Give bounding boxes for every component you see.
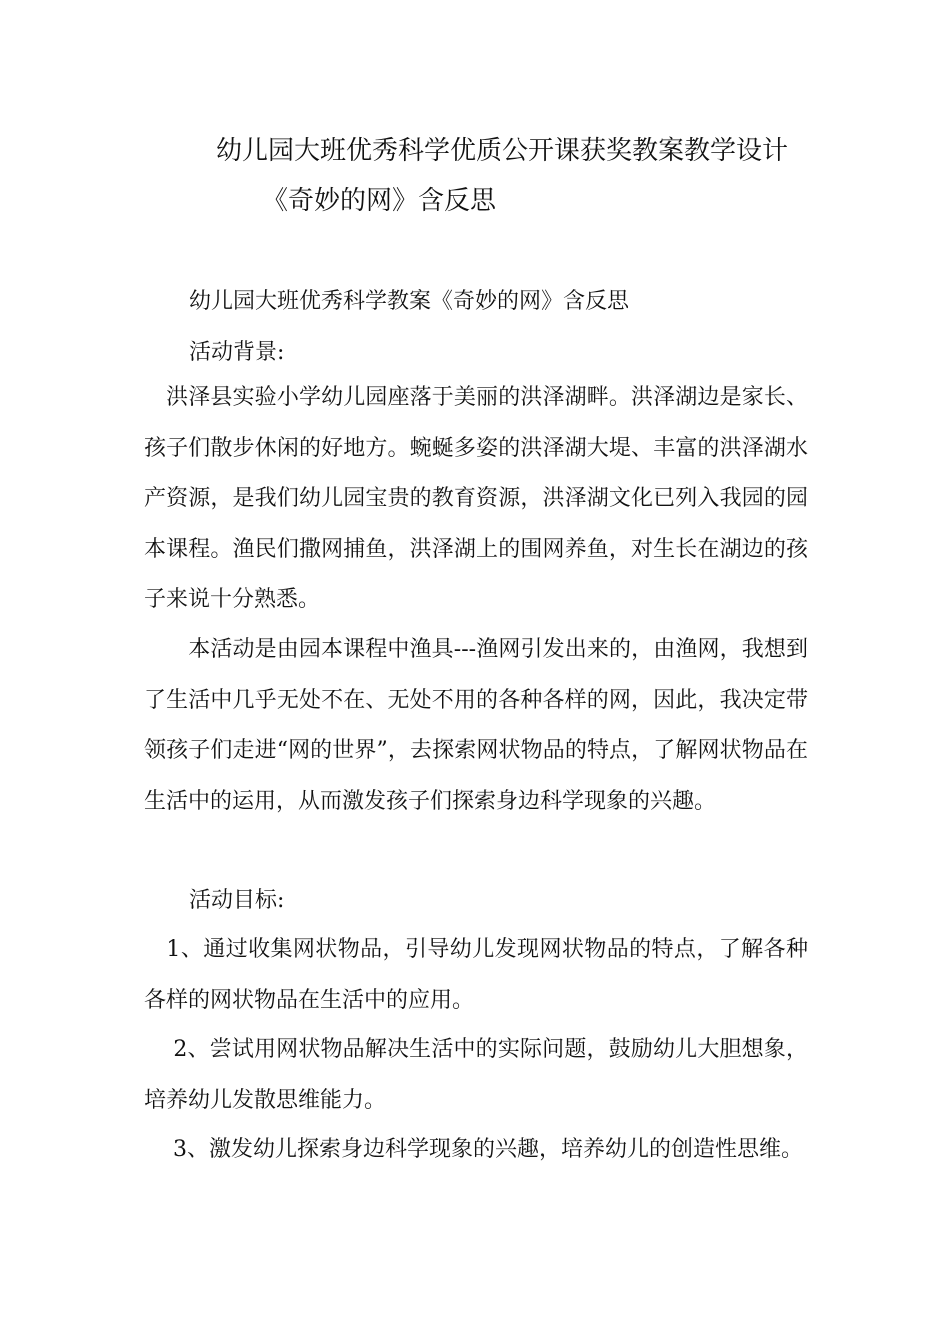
goal-item-3: 3、激发幼儿探索身边科学现象的兴趣，培养幼儿的创造性思维。 <box>144 1137 803 1162</box>
document-title-line1: 幼儿园大班优秀科学优质公开课获奖教案教学设计 <box>215 136 788 166</box>
goal-item-2: 2、尝试用网状物品解决生活中的实际问题，鼓励幼儿大胆想象，培养幼儿发散思维能力。 <box>144 1037 808 1113</box>
heading-activity-background: 活动背景: <box>189 340 285 365</box>
document-subtitle: 幼儿园大班优秀科学教案《奇妙的网》含反思 <box>189 289 630 314</box>
paragraph-background-2: 本活动是由园本课程中渔具---渔网引发出来的，由渔网，我想到了生活中几乎无处不在、无处不用的各种各样的网，因此，我决定带领孩子们走进“网的世界”，去探索网状物品的特点，了解网状物品在生活中的运用，从而激发孩子们探索身边科学现象的兴趣。 <box>144 637 808 814</box>
paragraph-background-1: 洪泽县实验小学幼儿园座落于美丽的洪泽湖畔。洪泽湖边是家长、孩子们散步休闲的好地方。蜿蜒多姿的洪泽湖大堤、丰富的洪泽湖水产资源，是我们幼儿园宝贵的教育资源，洪泽湖文化已列入我园的园本课程。渔民们撒网捕鱼，洪泽湖上的围网养鱼，对生长在湖边的孩子来说十分熟悉。 <box>144 385 808 612</box>
document-title-line2: 《奇妙的网》含反思 <box>261 186 496 216</box>
heading-activity-goals: 活动目标: <box>189 888 285 913</box>
goal-item-1: 1、通过收集网状物品，引导幼儿发现网状物品的特点，了解各种各样的网状物品在生活中的应用。 <box>144 937 808 1013</box>
